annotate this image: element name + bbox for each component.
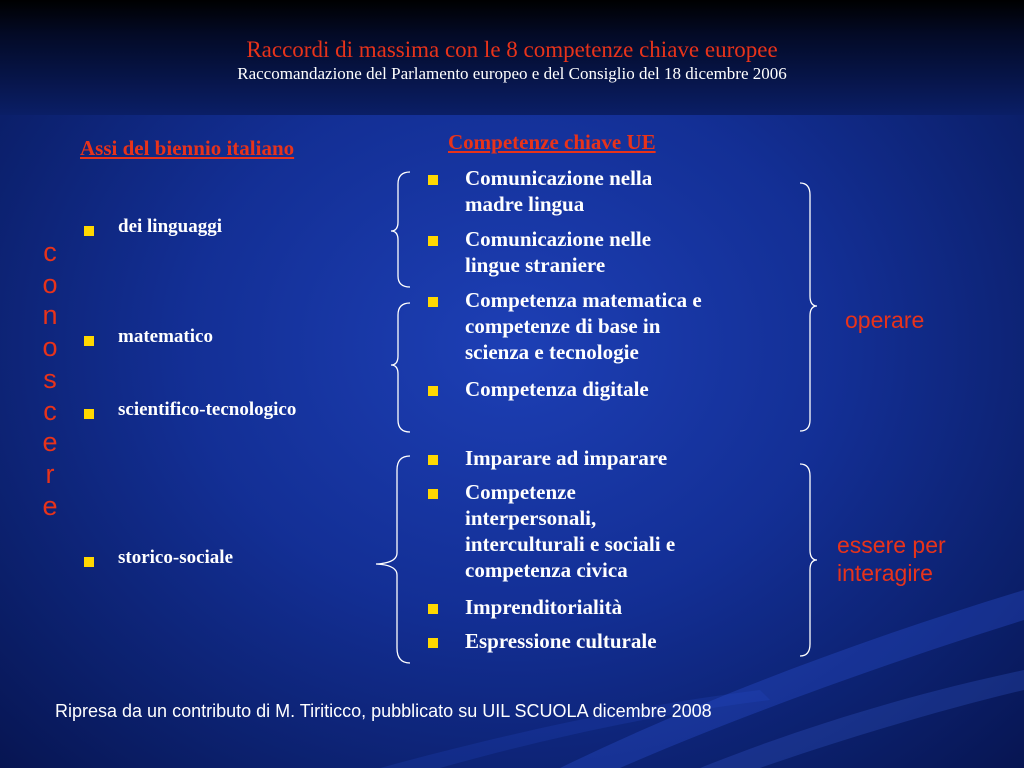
competenza-line: Competenza matematica e [465, 288, 702, 312]
competenza-line: competenza civica [465, 558, 628, 582]
vertical-letter: s [43, 363, 57, 394]
vertical-letter: n [42, 300, 58, 331]
competenza-line: Comunicazione nelle [465, 227, 652, 251]
vertical-letter: o [42, 268, 58, 299]
competenza-line: Comunicazione nella [465, 166, 653, 190]
competenza-line: Competenze [465, 480, 576, 504]
left-brace-1 [391, 172, 410, 287]
right-column-header: Competenze chiave UE [448, 130, 656, 154]
left-brace-2 [391, 303, 410, 432]
asse-item: scientifico-tecnologico [118, 399, 297, 420]
competenza-line: scienza e tecnologie [465, 340, 639, 364]
competenza-line: Competenza digitale [465, 377, 649, 401]
competenza-line: lingue straniere [465, 253, 606, 277]
competenza-line: interpersonali, [465, 506, 597, 530]
vertical-letter: e [42, 490, 58, 521]
competenza-line: madre lingua [465, 192, 585, 216]
competenza-line: Imparare ad imparare [465, 446, 668, 470]
slide-title: Raccordi di massima con le 8 competenze chiave europee [246, 37, 778, 62]
vertical-letter: c [43, 237, 57, 267]
asse-item: storico-sociale [118, 547, 234, 568]
competenza-line: Espressione culturale [465, 629, 657, 653]
side-label-operare: operare [845, 307, 925, 333]
vertical-letter: c [43, 395, 57, 426]
left-brace-3 [376, 456, 410, 663]
vertical-letter: e [42, 427, 58, 458]
asse-item: matematico [118, 326, 213, 347]
competenza-line: Imprenditorialità [465, 595, 623, 619]
competenza-line: competenze di base in [465, 314, 661, 338]
side-label-essere [837, 531, 946, 587]
right-brace-2 [800, 464, 817, 656]
side-label-line: interagire [837, 560, 933, 586]
footer-credit: Ripresa da un contributo di M. Tiriticco, pubblicato su UIL SCUOLA dicembre 2008 [55, 701, 712, 721]
vertical-letter: r [45, 458, 55, 489]
asse-item: dei linguaggi [118, 216, 222, 237]
right-brace-1 [800, 183, 817, 431]
slide-subtitle: Raccomandazione del Parlamento europeo e del Consiglio del 18 dicembre 2006 [237, 64, 787, 83]
competenza-line: interculturali e sociali e [465, 532, 676, 556]
left-column-header: Assi del biennio italiano [80, 136, 295, 160]
side-label-line: essere per [837, 532, 946, 558]
vertical-letter: o [42, 332, 58, 363]
